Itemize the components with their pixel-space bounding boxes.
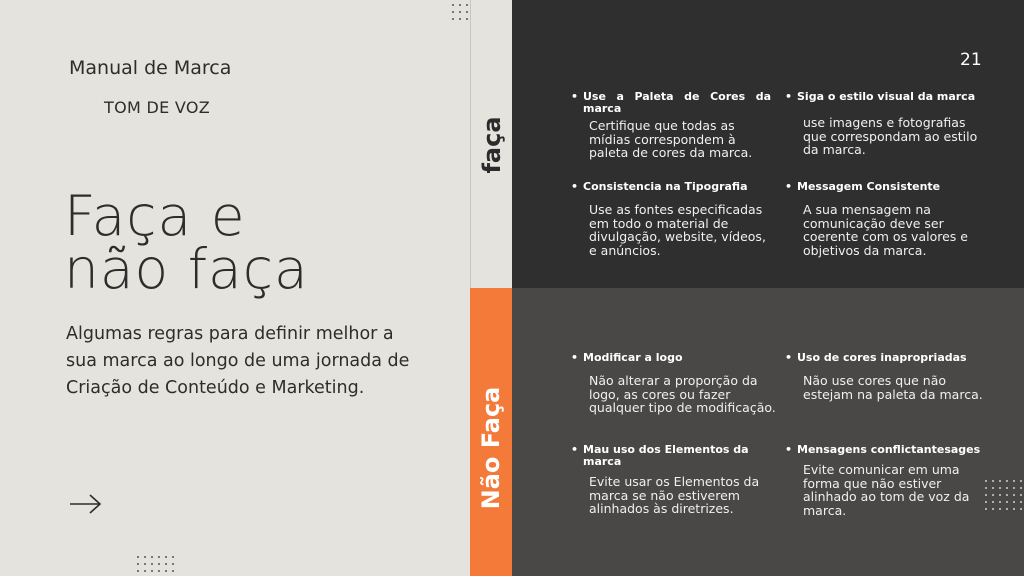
decorative-dots: [137, 556, 174, 572]
nao-faca-tab: [470, 288, 512, 576]
item-text: Não use cores que não estejam na paleta da marca.: [803, 373, 983, 402]
list-item: [571, 352, 776, 415]
faca-label: faça: [477, 116, 506, 174]
arrow-right-icon[interactable]: [68, 492, 104, 516]
item-text: Evite comunicar em uma forma que não estiver alinhado ao tom de voz da marca.: [803, 462, 970, 518]
item-text: A sua mensagem na comunicação deve ser coerente com os valores e objetivos da marca.: [803, 202, 968, 258]
page-number: 21: [960, 50, 982, 70]
list-item: [785, 352, 985, 401]
list-item: [785, 91, 985, 157]
item-text: Use as fontes especificadas em todo o material de divulgação, website, vídeos, e anúncios.: [589, 202, 766, 258]
headline: [64, 184, 309, 301]
item-title: • Modificar a logo: [571, 352, 776, 364]
nao-faca-panel: [512, 288, 1024, 576]
brand-title: Manual de Marca: [69, 57, 232, 79]
list-item: [785, 181, 985, 257]
item-title: • Uso de cores inapropriadas: [785, 352, 985, 364]
item-text: Certifique que todas as mídias correspondem à paleta de cores da marca.: [589, 118, 753, 160]
item-title: • Use a Paleta de Cores da marca: [571, 91, 771, 115]
section-title: TOM DE VOZ: [104, 98, 210, 117]
list-item: [571, 91, 771, 160]
item-text: Evite usar os Elementos da marca se não estiverem alinhados às diretrizes.: [589, 474, 760, 516]
item-title: • Consistencia na Tipografia: [571, 181, 776, 193]
item-title: • Mau uso dos Elementos da marca: [571, 444, 771, 468]
nao-faca-label: Não Faça: [477, 386, 505, 510]
item-title: • Mensagens conflictantesages: [785, 444, 985, 456]
item-title: • Siga o estilo visual da marca: [785, 91, 985, 103]
item-text: Não alterar a proporção da logo, as cores ou fazer qualquer tipo de modificação.: [589, 373, 776, 415]
item-text: use imagens e fotografias que correspondam ao estilo da marca.: [803, 115, 978, 157]
list-item: [571, 444, 771, 516]
left-panel: [0, 0, 470, 576]
item-title: • Messagem Consistente: [785, 181, 985, 193]
faca-tab: [470, 0, 512, 288]
list-item: [785, 444, 985, 517]
list-item: [571, 181, 776, 257]
intro-text: Algumas regras para definir melhor a sua marca ao longo de uma jornada de Criação de Conteúdo e Marketing.: [66, 324, 410, 398]
headline-line-2: não faça: [64, 237, 309, 301]
decorative-dots: [985, 480, 1022, 510]
headline-line-1: Faça e: [64, 184, 246, 248]
